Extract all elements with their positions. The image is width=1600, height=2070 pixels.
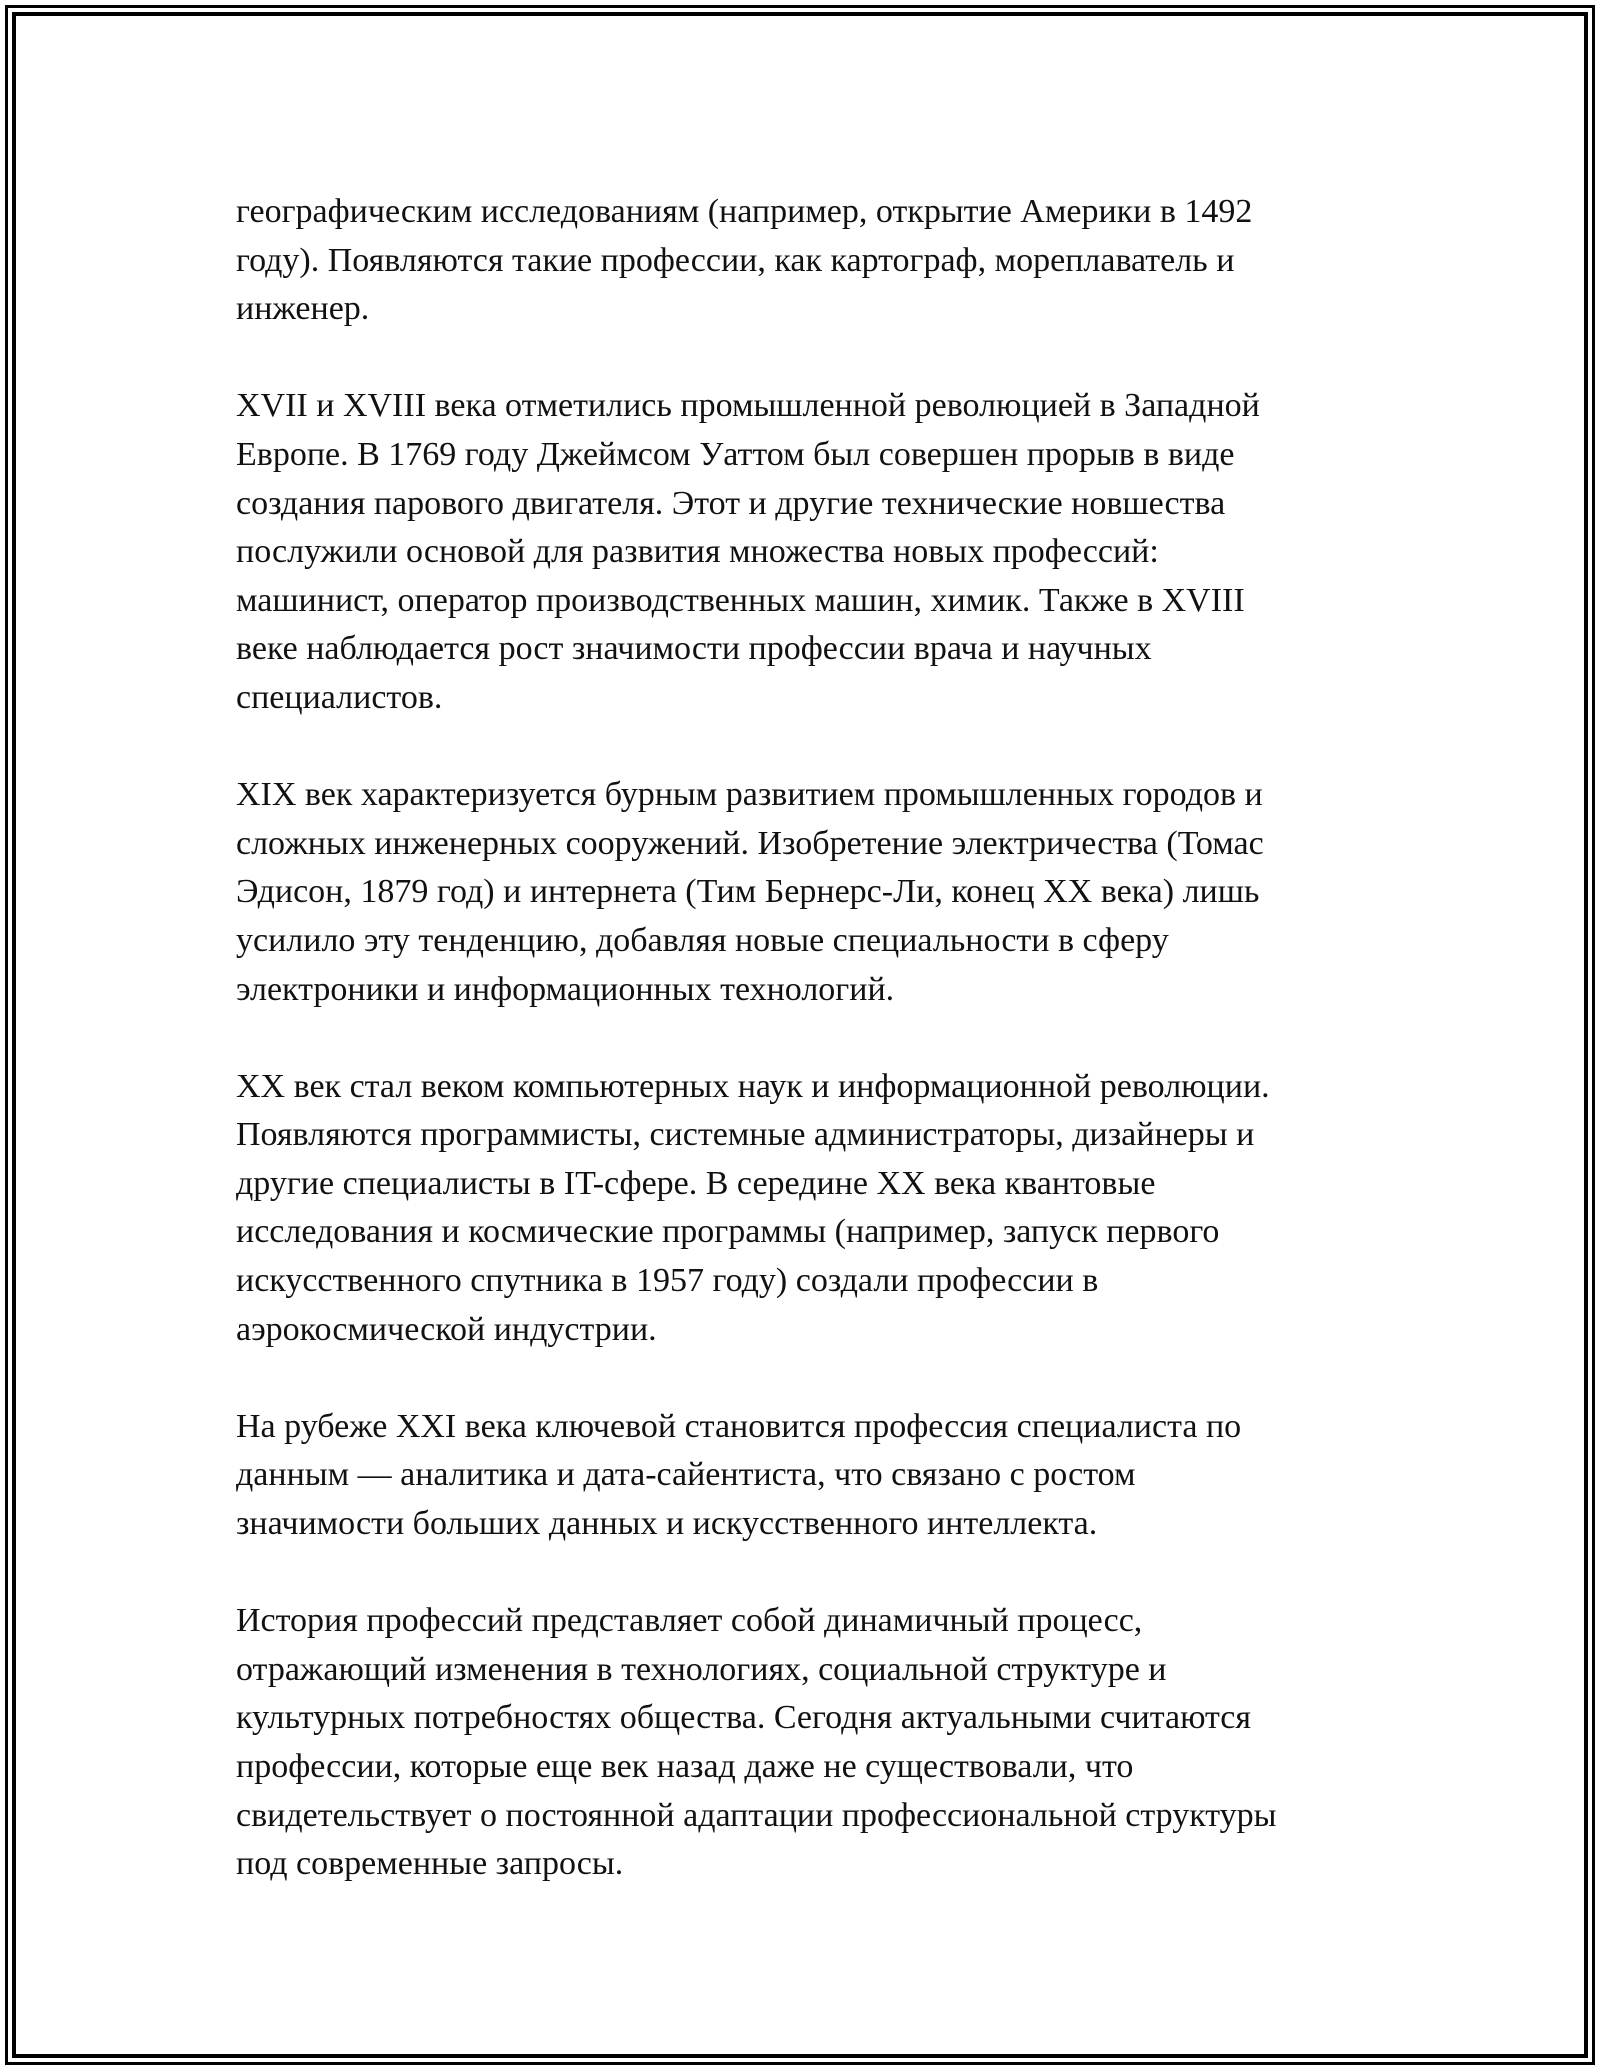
text-line: отражающий изменения в технологиях, социальной структуре и xyxy=(236,1650,1167,1688)
text-line: под современные запросы. xyxy=(236,1845,624,1883)
text-line: машинист, оператор производственных машин, химик. Также в XVIII xyxy=(236,581,1245,619)
text-line: Эдисон, 1879 год) и интернета (Тим Бернерс-Ли, конец XX века) лишь xyxy=(236,873,1260,911)
text-line: сложных инженерных сооружений. Изобретение электричества (Томас xyxy=(236,824,1264,862)
text-line: Появляются программисты, системные администраторы, дизайнеры и xyxy=(236,1116,1255,1154)
text-line: XVII и XVIII века отметились промышленной революцией в Западной xyxy=(236,387,1260,425)
paragraph-industrial-revolution xyxy=(236,382,1376,722)
text-line: усилило эту тенденцию, добавляя новые специальности в сферу xyxy=(236,921,1169,959)
paragraph-conclusion xyxy=(236,1597,1376,1889)
text-line: электроники и информационных технологий. xyxy=(236,970,895,1008)
document-body xyxy=(236,188,1376,1937)
text-line: Европе. В 1769 году Джеймсом Уаттом был совершен прорыв в виде xyxy=(236,435,1235,473)
text-line: исследования и космические программы (например, запуск первого xyxy=(236,1213,1220,1251)
text-line: культурных потребностях общества. Сегодня актуальными считаются xyxy=(236,1699,1252,1737)
text-line: другие специалисты в IT-сфере. В середине XX века квантовые xyxy=(236,1164,1156,1202)
paragraph-twenty-first-century xyxy=(236,1403,1376,1549)
text-line: послужили основой для развития множества новых профессий: xyxy=(236,533,1159,571)
text-line: данным — аналитика и дата-сайентиста, что связано с ростом xyxy=(236,1456,1136,1494)
text-line: веке наблюдается рост значимости профессии врача и научных xyxy=(236,630,1152,668)
text-line: На рубеже XXI века ключевой становится профессия специалиста по xyxy=(236,1407,1242,1445)
text-line: профессии, которые еще век назад даже не существовали, что xyxy=(236,1748,1134,1785)
text-line: году). Появляются такие профессии, как картограф, мореплаватель и xyxy=(236,241,1235,279)
text-line: специалистов. xyxy=(236,678,443,716)
text-line: аэрокосмической индустрии. xyxy=(236,1310,657,1348)
text-line: История профессий представляет собой динамичный процесс, xyxy=(236,1602,1143,1640)
text-line: искусственного спутника в 1957 году) создали профессии в xyxy=(236,1262,1099,1300)
text-line: создания парового двигателя. Этот и другие технические новшества xyxy=(236,484,1226,522)
paragraph-geographic-discoveries xyxy=(236,188,1376,334)
text-line: географическим исследованиям (например, открытие Америки в 1492 xyxy=(236,193,1253,230)
text-line: XIX век характеризуется бурным развитием промышленных городов и xyxy=(236,776,1263,814)
text-line: свидетельствует о постоянной адаптации профессиональной структуры xyxy=(236,1796,1277,1834)
text-line: XX век стал веком компьютерных наук и информационной революции. xyxy=(236,1067,1270,1105)
paragraph-nineteenth-century xyxy=(236,771,1376,1014)
paragraph-twentieth-century xyxy=(236,1063,1376,1355)
text-line: инженер. xyxy=(236,290,370,328)
text-line: значимости больших данных и искусственного интеллекта. xyxy=(236,1505,1098,1543)
